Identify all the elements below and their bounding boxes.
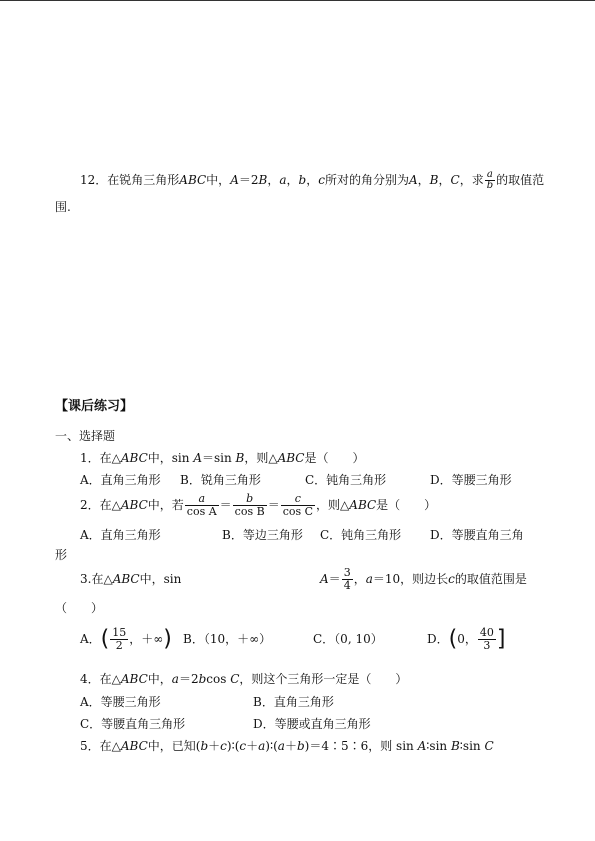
q12-var: a bbox=[279, 173, 287, 187]
p3-option-d: D．(0， $\frac{40}{3}$ ] bbox=[427, 626, 506, 652]
p3-fraction: $\frac{3}{4}$ bbox=[343, 566, 351, 592]
p3-option-c: C．（0, 10） bbox=[313, 632, 383, 646]
p4-option-d: D．等腰或直角三角形 bbox=[253, 717, 371, 731]
p1-option-d: D．等腰三角形 bbox=[430, 473, 512, 487]
p3-stem-left: 3.在△ABC中，sin bbox=[80, 572, 182, 586]
p2-option-b: B．等边三角形 bbox=[222, 528, 303, 542]
q12-line1: 12．在锐角三角形ABC中，A＝2B，a，b，c所对的角分别为A，B，C，求 $\frac{a}{b}$ 的取值范 bbox=[80, 169, 545, 191]
p3-paren: （ ） bbox=[55, 601, 104, 615]
q12-text: ＝2 bbox=[238, 173, 259, 187]
q12-abc: ABC bbox=[179, 173, 207, 187]
p1-stem: 1．在△ABC中，sin A＝sin B，则△ABC是（ ） bbox=[80, 451, 365, 465]
q12-text: 中， bbox=[206, 173, 231, 187]
q12-text: 所对的角分别为 bbox=[324, 173, 409, 187]
p2-option-a: A．直角三角形 bbox=[80, 528, 161, 542]
p1-option-a: A．直角三角形 bbox=[80, 473, 161, 487]
p2-fraction-b: $\frac{b}{\text{cos B}}$ bbox=[234, 492, 265, 518]
p3-option-b: B．（10，＋∞） bbox=[183, 632, 272, 646]
p1-option-c: C．钝角三角形 bbox=[305, 473, 387, 487]
p4-option-a: A．等腰三角形 bbox=[80, 695, 161, 709]
p2-option-c: C．钝角三角形 bbox=[320, 528, 402, 542]
p2-fraction-c: $\frac{c}{\text{cos C}}$ bbox=[282, 492, 314, 518]
p2-option-d: D．等腰直角三角 bbox=[430, 528, 524, 542]
p1-option-b: B．锐角三角形 bbox=[180, 473, 261, 487]
section-subtitle: 一、选择题 bbox=[55, 429, 116, 443]
q12-text: ，求 bbox=[459, 173, 484, 187]
q12-text: 的取值范 bbox=[496, 173, 545, 187]
q12-line2: 围. bbox=[55, 200, 71, 214]
q12-text: 12．在锐角三角形 bbox=[80, 173, 180, 187]
section-title: 【课后练习】 bbox=[55, 399, 134, 414]
top-border bbox=[0, 0, 595, 1]
p2-option-wrap: 形 bbox=[55, 548, 68, 562]
q12-var: b bbox=[298, 173, 307, 187]
p3-option-a: A．( $\frac{15}{2}$ ，＋∞) bbox=[80, 626, 172, 652]
p4-stem: 4．在△ABC中，a＝2bcos C，则这个三角形一定是（ ） bbox=[80, 672, 408, 686]
q12-var: B bbox=[258, 173, 268, 187]
q12-var: A bbox=[230, 173, 239, 187]
p2-fraction-a: $\frac{a}{\text{cos A}}$ bbox=[186, 492, 217, 518]
p2-stem: 2．在△ABC中，若 $\frac{a}{\text{cos A}}$ ＝ $\frac{b}{\text{cos B}}$ ＝ $\frac{c}{\text{cos C}}$ ，则△ABC是（ ） bbox=[80, 492, 437, 518]
q12-fraction: $\frac{a}{b}$ bbox=[486, 169, 494, 191]
q12-var: c bbox=[318, 173, 325, 187]
p5-stem: 5．在△ABC中，已知(b＋c)∶(c＋a)∶(a＋b)＝4∶5∶6，则 sin A∶sin B∶sin C bbox=[80, 739, 494, 753]
p3-stem-right: A＝ $\frac{3}{4}$ ，a＝10，则边长c的取值范围是 bbox=[320, 566, 527, 592]
p4-option-c: C．等腰直角三角形 bbox=[80, 717, 186, 731]
q12-text: ， bbox=[267, 173, 280, 187]
p4-option-b: B．直角三角形 bbox=[253, 695, 334, 709]
